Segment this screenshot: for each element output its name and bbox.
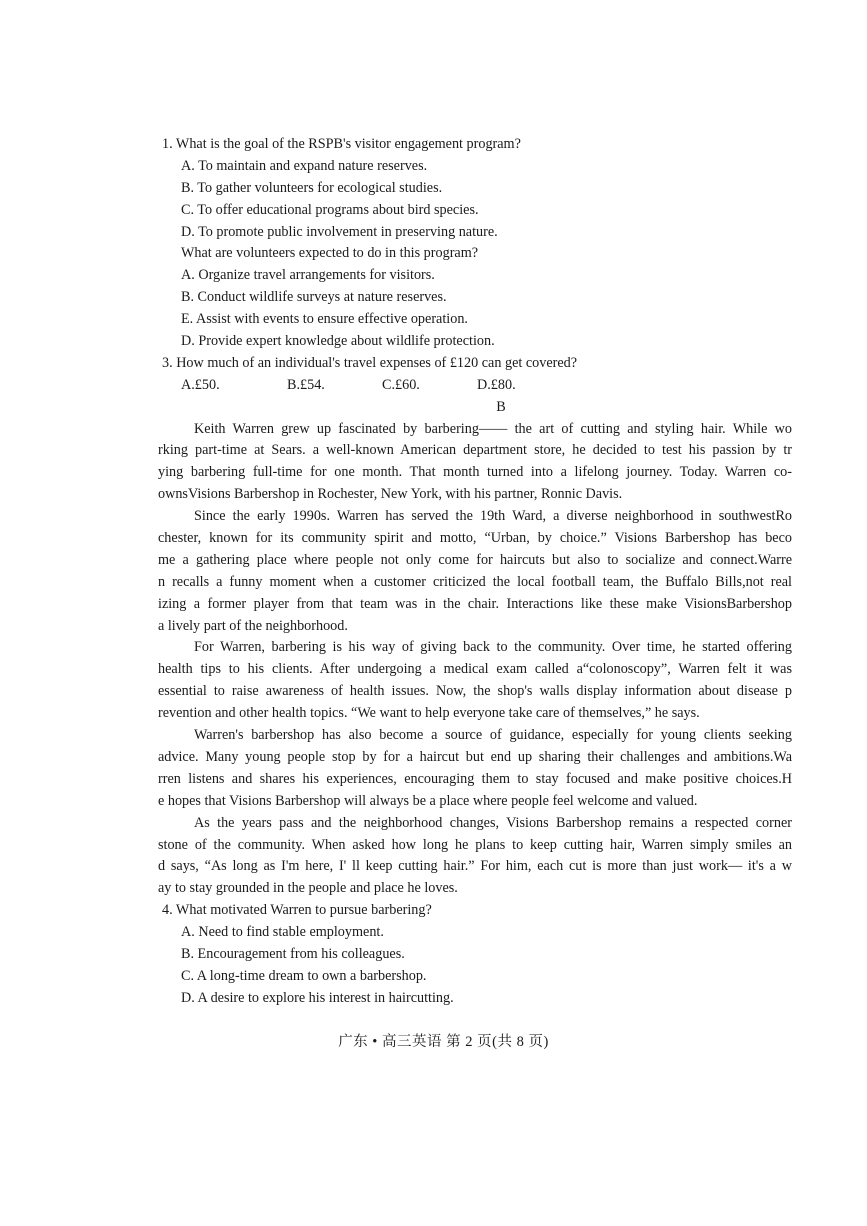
passage-paragraph-4	[158, 725, 792, 813]
passage-line: essential to raise awareness of health issues. Now, the shop's walls display information about disease p	[158, 683, 792, 700]
passage-line: a lively part of the neighborhood.	[158, 617, 348, 634]
question-3-option-b: B.£54.	[287, 376, 325, 393]
question-1-stem: 1. What is the goal of the RSPB's visitor engagement program?	[162, 136, 521, 152]
passage-line: rren listens and shares his experiences, encouraging them to stay focused and make positive choices.H	[158, 770, 792, 787]
question-3-options	[158, 375, 792, 397]
question-1-option-b: B. To gather volunteers for ecological studies.	[181, 179, 443, 196]
question-2-option-d: D. Provide expert knowledge about wildlife protection.	[181, 333, 495, 350]
question-2-option-e: E. Assist with events to ensure effective operation.	[181, 311, 468, 328]
passage-line: d says, “As long as I'm here, I' ll keep cutting hair.” For him, each cut is more than just work— it's a w	[158, 858, 792, 875]
passage-line: n recalls a funny moment when a customer criticized the local football team, the Buffalo Bills,not real	[158, 573, 792, 590]
question-4-option-d: D. A desire to explore his interest in haircutting.	[181, 989, 454, 1006]
passage-line: stone of the community. When asked how long he plans to keep cutting hair, Warren simply smiles an	[158, 836, 792, 853]
question-3-option-a: A.£50.	[181, 376, 220, 393]
passage-line: e hopes that Visions Barbershop will always be a place where people feel welcome and valued.	[158, 792, 698, 809]
passage-line: ying barbering full-time for one month. That month turned into a lifelong journey. Today. Warren co-	[158, 464, 792, 481]
question-3-option-c: C.£60.	[382, 376, 420, 393]
section-b-heading: B	[496, 398, 506, 415]
question-1-option-c: C. To offer educational programs about bird species.	[181, 201, 479, 218]
question-2-stem: What are volunteers expected to do in this program?	[181, 245, 479, 262]
question-1-option-a: A. To maintain and expand nature reserves.	[181, 157, 428, 174]
passage-line: izing a former player from that team was in the chair. Interactions like these make VisionsBarbershop	[158, 595, 792, 612]
question-1-option-d: D. To promote public involvement in preserving nature.	[181, 223, 498, 240]
passage-line: Warren's barbershop has also become a source of guidance, especially for young clients seeking	[194, 727, 792, 744]
question-2-option-b: B. Conduct wildlife surveys at nature reserves.	[181, 289, 447, 306]
passage-line: Keith Warren grew up fascinated by barbering—— the art of cutting and styling hair. While wo	[194, 420, 792, 437]
passage-line: For Warren, barbering is his way of giving back to the community. Over time, he started offering	[194, 639, 792, 656]
passage-line: ownsVisions Barbershop in Rochester, New York, with his partner, Ronnic Davis.	[158, 486, 623, 503]
passage-line: revention and other health topics. “We want to help everyone take care of themselves,” he says.	[158, 705, 700, 722]
question-3-option-d: D.£80.	[477, 376, 516, 393]
passage-line: ay to stay grounded in the people and place he loves.	[158, 880, 458, 897]
passage-line: Since the early 1990s. Warren has served the 19th Ward, a diverse neighborhood in southwestRo	[194, 508, 792, 525]
question-4-option-c: C. A long-time dream to own a barbershop.	[181, 967, 427, 984]
passage-paragraph-2	[158, 506, 792, 637]
question-4-stem: 4. What motivated Warren to pursue barbering?	[162, 902, 432, 919]
passage-line: health tips to his clients. After undergoing a medical exam called a“colonoscopy”, Warren felt it was	[158, 661, 792, 678]
page-footer: 广东 • 高三英语 第 2 页(共 8 页)	[338, 1034, 549, 1050]
question-3-stem: 3. How much of an individual's travel expenses of £120 can get covered?	[162, 354, 578, 371]
passage-paragraph-5	[158, 813, 792, 901]
passage-line: chester, known for its community spirit and motto, “Urban, by choice.” Visions Barbershop has beco	[158, 530, 792, 547]
passage-line: rking part-time at Sears. a well-known American department store, he decided to test his passion by tr	[158, 442, 792, 459]
passage-line: advice. Many young people stop by for a haircut but end up sharing their challenges and ambitions.Wa	[158, 748, 792, 765]
question-4-option-a: A. Need to find stable employment.	[181, 924, 384, 941]
passage-line: As the years pass and the neighborhood changes, Visions Barbershop remains a respected corner	[194, 814, 792, 831]
passage-paragraph-3	[158, 637, 792, 725]
question-4-option-b: B. Encouragement from his colleagues.	[181, 945, 405, 962]
page-content	[158, 134, 792, 1010]
question-2-option-a: A. Organize travel arrangements for visitors.	[181, 267, 435, 284]
passage-line: me a gathering place where people not only come for haircuts but also to socialize and connect.Warre	[158, 551, 792, 568]
passage-paragraph-1	[158, 419, 792, 507]
